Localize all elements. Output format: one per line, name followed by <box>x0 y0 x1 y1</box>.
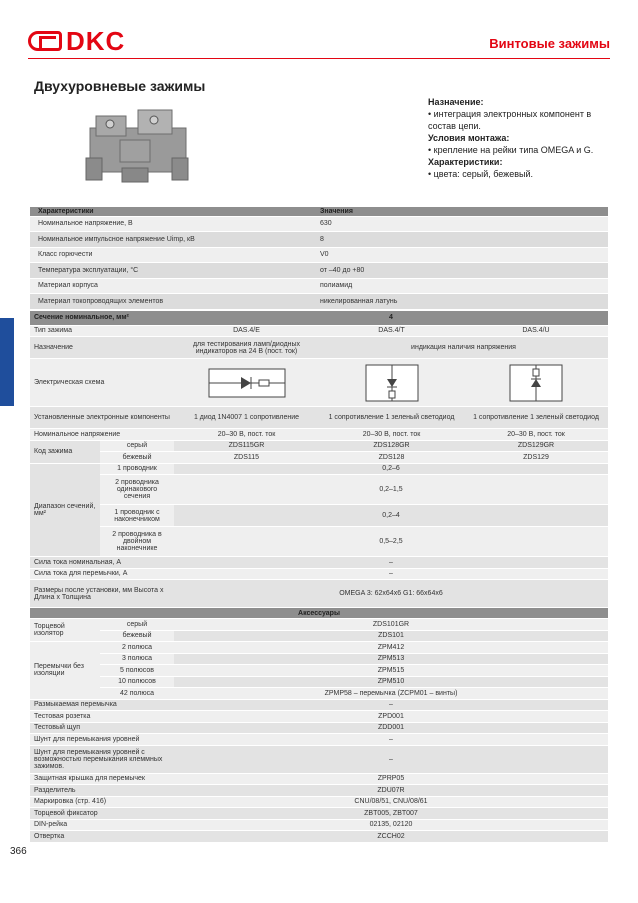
spec-name: Температура эксплуатации, °С <box>30 263 312 279</box>
led-circuit-icon <box>364 363 420 403</box>
insulator-color: серый <box>100 619 174 631</box>
specs-table <box>30 207 608 310</box>
table-row <box>30 278 608 294</box>
page-title: Двухуровневые зажимы <box>34 78 206 94</box>
terminal-block-image <box>82 98 192 190</box>
accessory-name: Размыкаемая перемычка <box>30 699 174 711</box>
code-grey-das4e: ZDS115GR <box>174 440 319 452</box>
accessory-value: ZPD001 <box>174 711 608 723</box>
components-das4u: 1 сопротивление 1 зеленый светодиод <box>464 407 608 429</box>
color-grey: серый <box>100 440 174 452</box>
code-label: Код зажима <box>30 440 100 463</box>
jumper-poles: 42 полюса <box>100 688 174 700</box>
jumper-poles: 10 полюсов <box>100 676 174 688</box>
features-heading: Характеристики: <box>428 157 503 167</box>
table-row <box>30 232 608 248</box>
jumper-code: ZPM412 <box>174 642 608 654</box>
jumper-poles: 3 полюса <box>100 653 174 665</box>
table-row <box>30 247 608 263</box>
spec-value: V0 <box>312 247 608 263</box>
accessory-value: 02135, 02120 <box>174 819 608 831</box>
voltage-das4t: 20–30 В, пост. ток <box>319 429 464 441</box>
bridge-current-label: Сила тока для перемычки, А <box>30 568 174 580</box>
spec-name: Номинальное импульсное напряжение Uimp, кВ <box>30 232 312 248</box>
accessory-value: – <box>174 699 608 711</box>
bridge-current-value: – <box>174 568 608 580</box>
accessory-name: Тестовый щуп <box>30 722 174 734</box>
dims-value: OMEGA 3: 62x64x6 G1: 66x64x6 <box>174 580 608 608</box>
current-label: Сила тока номинальная, А <box>30 557 174 569</box>
components-label: Установленные электронные компоненты <box>30 407 174 429</box>
components-das4t: 1 сопротивление 1 зеленый светодиод <box>319 407 464 429</box>
accessory-value: CNU/08/51, CNU/08/61 <box>174 796 608 808</box>
page-number: 366 <box>10 846 27 857</box>
spec-name: Класс горючести <box>30 247 312 263</box>
code-beige-das4t: ZDS128 <box>319 452 464 464</box>
range-name: 1 проводник <box>100 463 174 475</box>
spec-value: 630 <box>312 216 608 232</box>
purpose-label: Назначение <box>30 337 174 359</box>
purpose-text: • интеграция электронных компонент в состав цепи. <box>428 109 592 131</box>
jumpers-label: Перемычки без изоляции <box>30 642 100 700</box>
logo-mark-icon <box>28 31 62 51</box>
purpose-das4tu: индикация наличия напряжения <box>319 337 608 359</box>
dims-label: Размеры после установки, мм Высота х Длина х Толщина <box>30 580 174 608</box>
purpose-heading: Назначение: <box>428 97 484 107</box>
accessory-name: Защитная крышка для перемычек <box>30 773 174 785</box>
jumper-code: ZPM510 <box>174 676 608 688</box>
logo-text: DKC <box>66 25 126 56</box>
product-table <box>30 311 608 843</box>
cross-section-value: 4 <box>174 311 608 325</box>
range-value: 0,2–4 <box>174 505 608 527</box>
purpose-das4e: для тестирования ламп/диодных индикаторов на 24 В (пост. ток) <box>174 337 319 359</box>
jumper-poles: 5 полюсов <box>100 665 174 677</box>
end-insulator-label: Торцевой изолятор <box>30 619 100 642</box>
product-description <box>428 96 608 180</box>
type-label: Тип зажима <box>30 325 174 337</box>
insulator-code: ZDS101 <box>174 630 608 642</box>
specs-header-values: Значения <box>312 207 608 216</box>
accessory-name: Маркировка (стр. 416) <box>30 796 174 808</box>
accessory-value: ZCCH02 <box>174 831 608 843</box>
cross-section-label: Сечение номинальное, мм² <box>30 311 174 325</box>
accessory-name: Тестовая розетка <box>30 711 174 723</box>
accessory-name: Торцевой фиксатор <box>30 808 174 820</box>
dkc-logo <box>28 25 168 56</box>
spec-value: 8 <box>312 232 608 248</box>
table-row <box>30 294 608 310</box>
jumper-code: ZPMP58 – перемычка (ZCPM01 – винты) <box>174 688 608 700</box>
jumper-code: ZPM515 <box>174 665 608 677</box>
features-text: • цвета: серый, бежевый. <box>428 169 533 179</box>
range-value: 0,2–6 <box>174 463 608 475</box>
accessory-name: Шунт для перемыкания уровней <box>30 734 174 746</box>
type-das4u: DAS.4/U <box>464 325 608 337</box>
range-label: Диапазон сечений, мм² <box>30 463 100 557</box>
type-das4e: DAS.4/E <box>174 325 319 337</box>
header-divider <box>28 58 610 59</box>
accessory-name: Шунт для перемыкания уровней с возможностью перемыкания клеммных зажимов. <box>30 745 174 773</box>
spec-value: полиамид <box>312 278 608 294</box>
voltage-label: Номинальное напряжение <box>30 429 174 441</box>
jumper-code: ZPM513 <box>174 653 608 665</box>
jumper-poles: 2 полюса <box>100 642 174 654</box>
led-circuit-icon <box>508 363 564 403</box>
accessory-value: ZBT005, ZBT007 <box>174 808 608 820</box>
insulator-color: бежевый <box>100 630 174 642</box>
range-name: 2 проводника одинакового сечения <box>100 475 174 505</box>
spec-value: никелированная латунь <box>312 294 608 310</box>
range-value: 0,2–1,5 <box>174 475 608 505</box>
accessories-title: Аксессуары <box>30 608 608 619</box>
specs-header-characteristics: Характеристики <box>30 207 312 216</box>
accessory-name: Отвертка <box>30 831 174 843</box>
scheme-das4u <box>464 359 608 407</box>
chapter-tab <box>0 318 14 406</box>
accessory-value: – <box>174 745 608 773</box>
accessory-value: ZDD001 <box>174 722 608 734</box>
accessory-value: ZPRP05 <box>174 773 608 785</box>
code-grey-das4u: ZDS129GR <box>464 440 608 452</box>
spec-name: Номинальное напряжение, В <box>30 216 312 232</box>
accessory-name: Разделитель <box>30 785 174 797</box>
spec-name: Материал токопроводящих элементов <box>30 294 312 310</box>
spec-name: Материал корпуса <box>30 278 312 294</box>
voltage-das4e: 20–30 В, пост. ток <box>174 429 319 441</box>
range-name: 1 проводник с наконечником <box>100 505 174 527</box>
insulator-code: ZDS101GR <box>174 619 608 631</box>
components-das4e: 1 диод 1N4007 1 сопротивление <box>174 407 319 429</box>
scheme-label: Электрическая схема <box>30 359 174 407</box>
code-beige-das4e: ZDS115 <box>174 452 319 464</box>
spec-value: от –40 до +80 <box>312 263 608 279</box>
scheme-das4e <box>174 359 319 407</box>
current-value: – <box>174 557 608 569</box>
table-row <box>30 263 608 279</box>
scheme-das4t <box>319 359 464 407</box>
code-grey-das4t: ZDS128GR <box>319 440 464 452</box>
code-beige-das4u: ZDS129 <box>464 452 608 464</box>
type-das4t: DAS.4/T <box>319 325 464 337</box>
table-row <box>30 216 608 232</box>
range-value: 0,5–2,5 <box>174 527 608 557</box>
mounting-text: • крепление на рейки типа OMEGA и G. <box>428 145 594 155</box>
voltage-das4u: 20–30 В, пост. ток <box>464 429 608 441</box>
color-beige: бежевый <box>100 452 174 464</box>
section-title: Винтовые зажимы <box>489 36 610 51</box>
accessory-value: ZDU07R <box>174 785 608 797</box>
accessory-value: – <box>174 734 608 746</box>
range-name: 2 проводника в двойном наконечнике <box>100 527 174 557</box>
diode-circuit-icon <box>207 365 287 401</box>
mounting-heading: Условия монтажа: <box>428 133 510 143</box>
accessory-name: DIN-рейка <box>30 819 174 831</box>
